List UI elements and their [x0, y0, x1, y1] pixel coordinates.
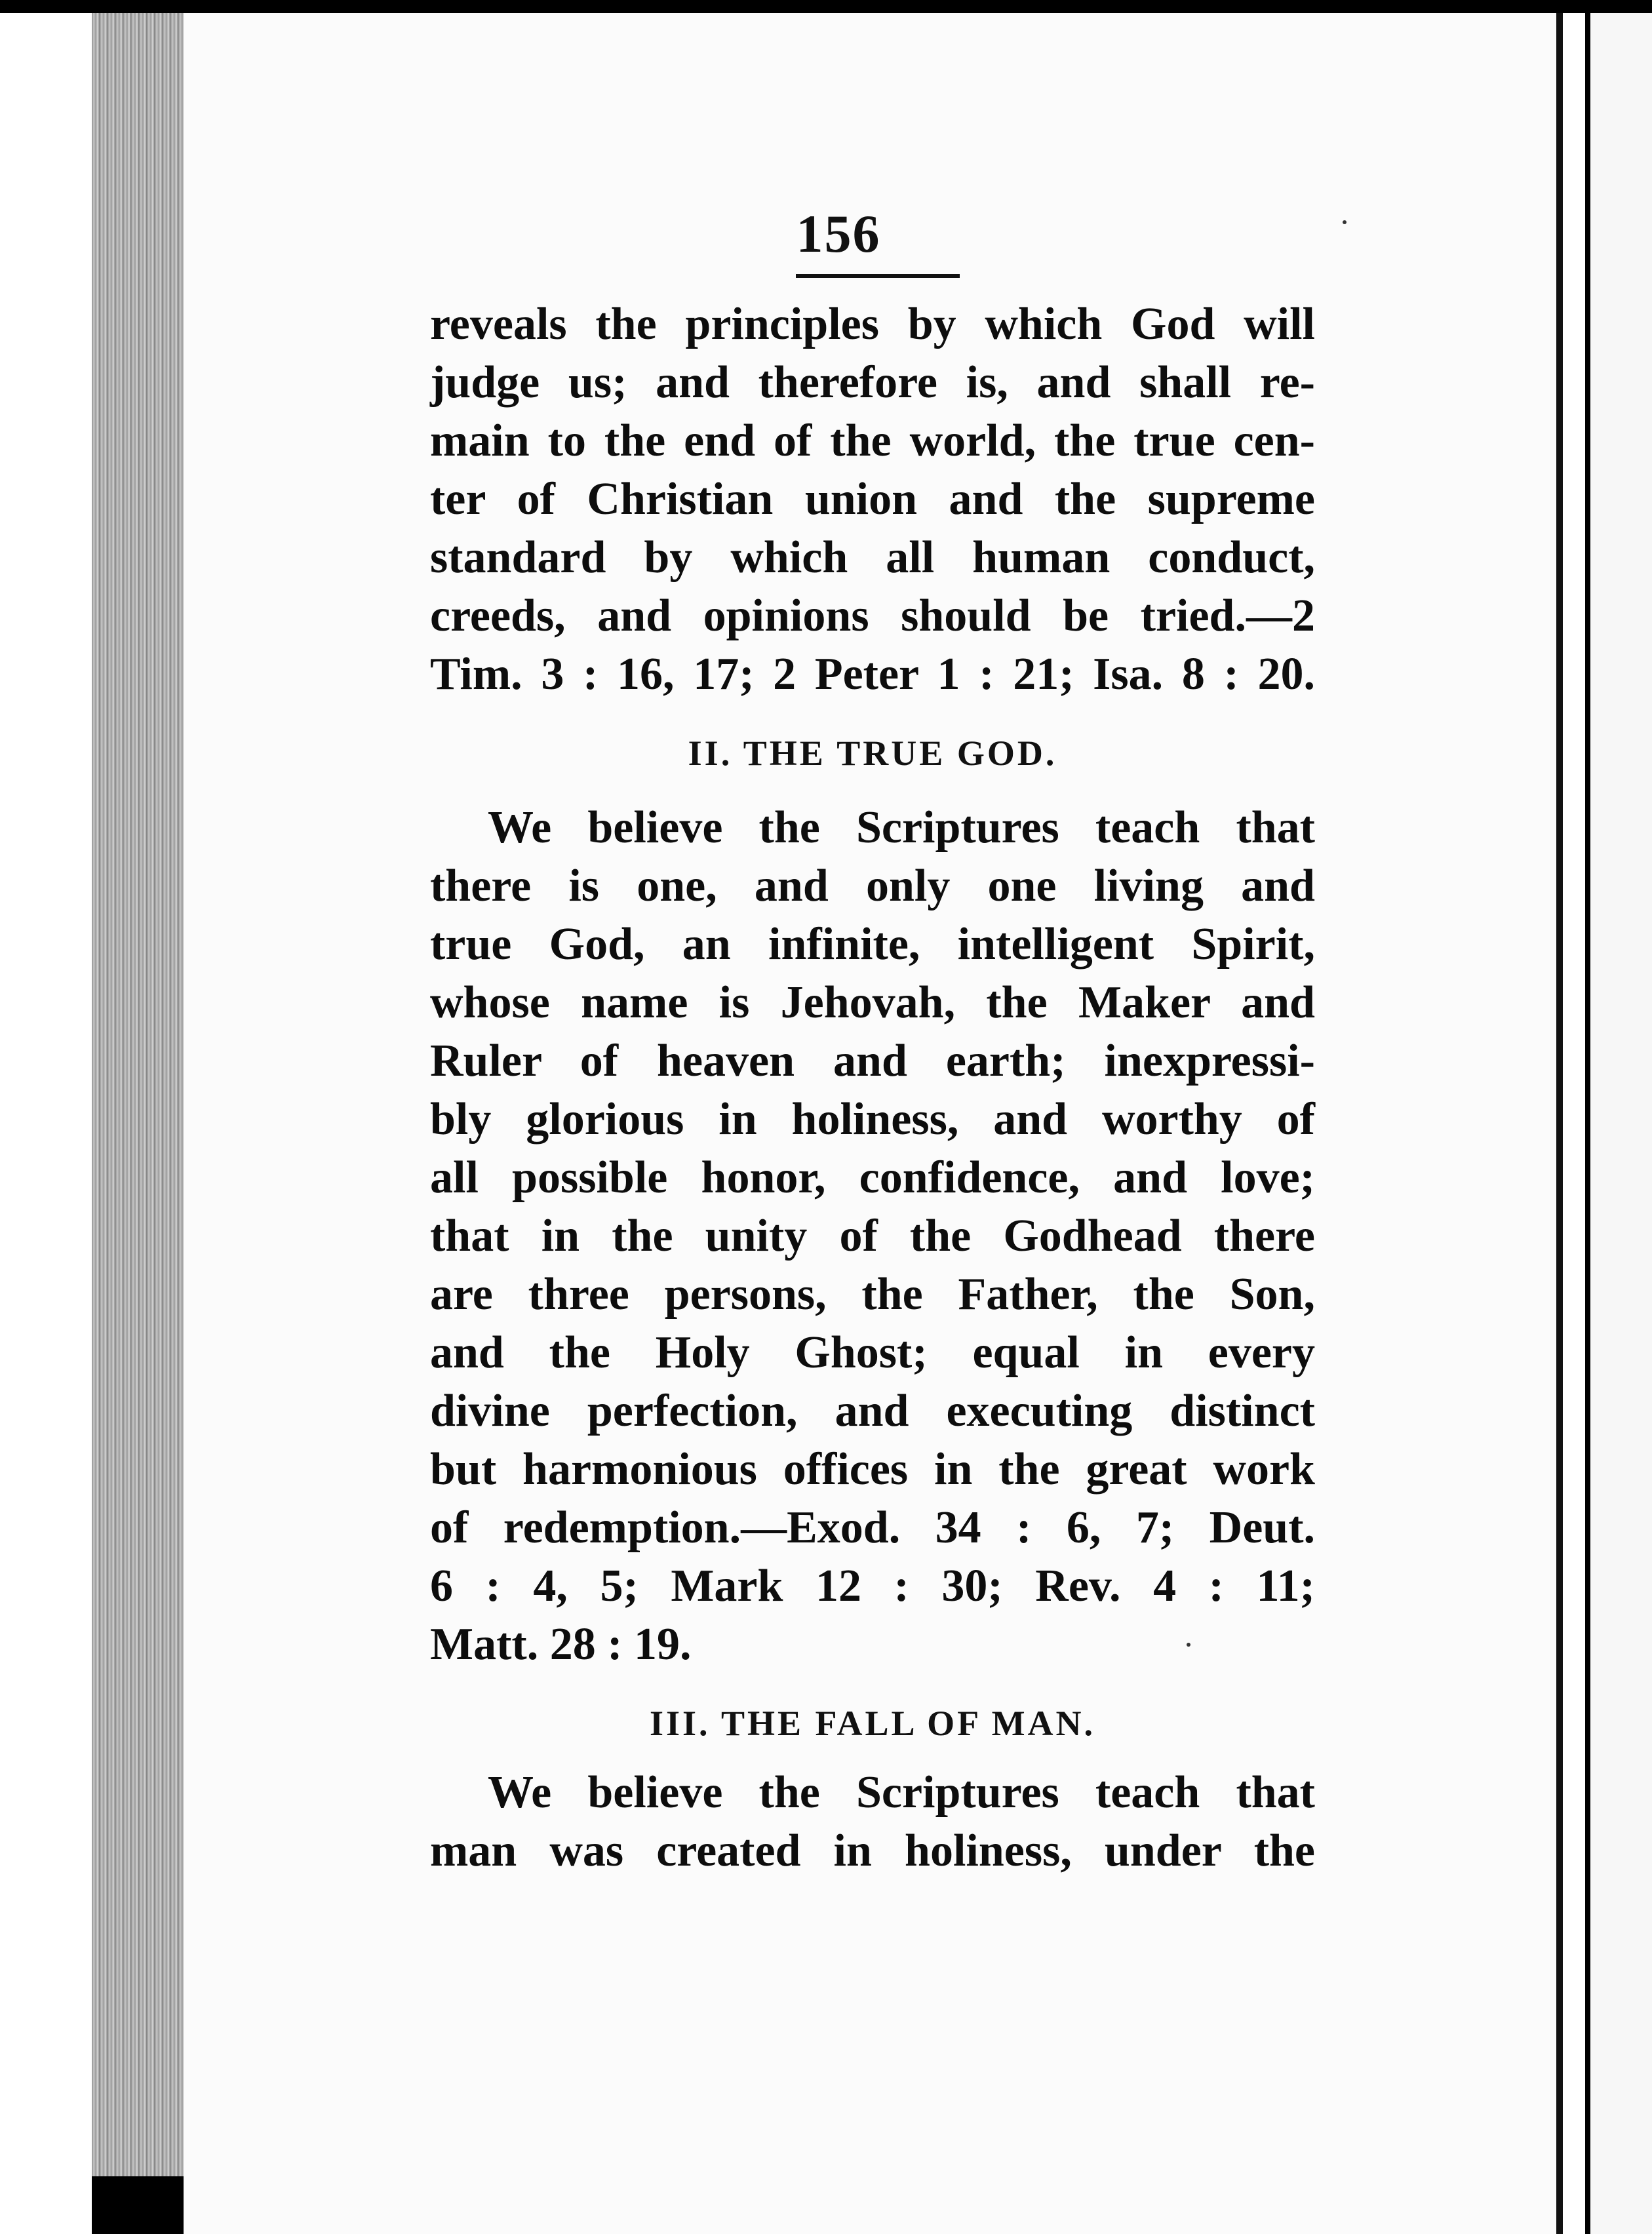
text-line: standard by which all human conduct,	[430, 532, 1315, 583]
scan-border-top	[0, 0, 1652, 13]
text-line: main to the end of the world, the true cen-	[430, 416, 1315, 466]
print-speck	[1187, 1643, 1190, 1647]
text-line: of redemption.—Exod. 34 : 6, 7; Deut.	[430, 1502, 1315, 1553]
text-line: We believe the Scriptures teach that	[488, 802, 1315, 853]
text-line: Ruler of heaven and earth; inexpressi-	[430, 1036, 1315, 1086]
text-line: and the Holy Ghost; equal in every	[430, 1327, 1315, 1378]
text-line: are three persons, the Father, the Son,	[430, 1269, 1315, 1320]
text-line: man was created in holiness, under the	[430, 1826, 1315, 1876]
section-heading-true-god: II. THE TRUE GOD.	[688, 734, 1057, 773]
book-gutter-line	[1556, 13, 1563, 2234]
text-line: Matt. 28 : 19.	[430, 1619, 692, 1670]
text-line: ter of Christian union and the supreme	[430, 474, 1315, 524]
header-rule	[796, 274, 960, 278]
text-line: reveals the principles by which God will	[430, 299, 1315, 349]
text-line: Tim. 3 : 16, 17; 2 Peter 1 : 21; Isa. 8 : 20.	[430, 649, 1315, 699]
text-line: there is one, and only one living and	[430, 861, 1315, 911]
paragraph-true-god	[430, 798, 1315, 1674]
paragraph-scripture-continuation	[430, 295, 1315, 703]
text-line: We believe the Scriptures teach that	[488, 1767, 1315, 1818]
text-line: bly glorious in holiness, and worthy of	[430, 1094, 1315, 1145]
text-line: true God, an infinite, intelligent Spirit,	[430, 919, 1315, 970]
text-line: all possible honor, confidence, and love;	[430, 1152, 1315, 1203]
text-line: whose name is Jehovah, the Maker and	[430, 977, 1315, 1028]
facing-page-edge	[1585, 13, 1652, 2234]
book-page-edges	[92, 13, 184, 2176]
text-line: creeds, and opinions should be tried.—2	[430, 591, 1315, 641]
text-line: judge us; and therefore is, and shall re-	[430, 357, 1315, 408]
print-speck	[1343, 220, 1347, 224]
section-heading-fall-of-man: III. THE FALL OF MAN.	[649, 1704, 1096, 1743]
paragraph-fall-of-man	[430, 1763, 1315, 1880]
scan-margin-left	[0, 13, 92, 2234]
text-line: divine perfection, and executing distinct	[430, 1386, 1315, 1436]
text-line: but harmonious offices in the great work	[430, 1444, 1315, 1495]
text-line: that in the unity of the Godhead there	[430, 1211, 1315, 1261]
scan-margin-right	[1563, 13, 1585, 2234]
page-number: 156	[796, 204, 881, 264]
text-line: 6 : 4, 5; Mark 12 : 30; Rev. 4 : 11;	[430, 1561, 1315, 1611]
